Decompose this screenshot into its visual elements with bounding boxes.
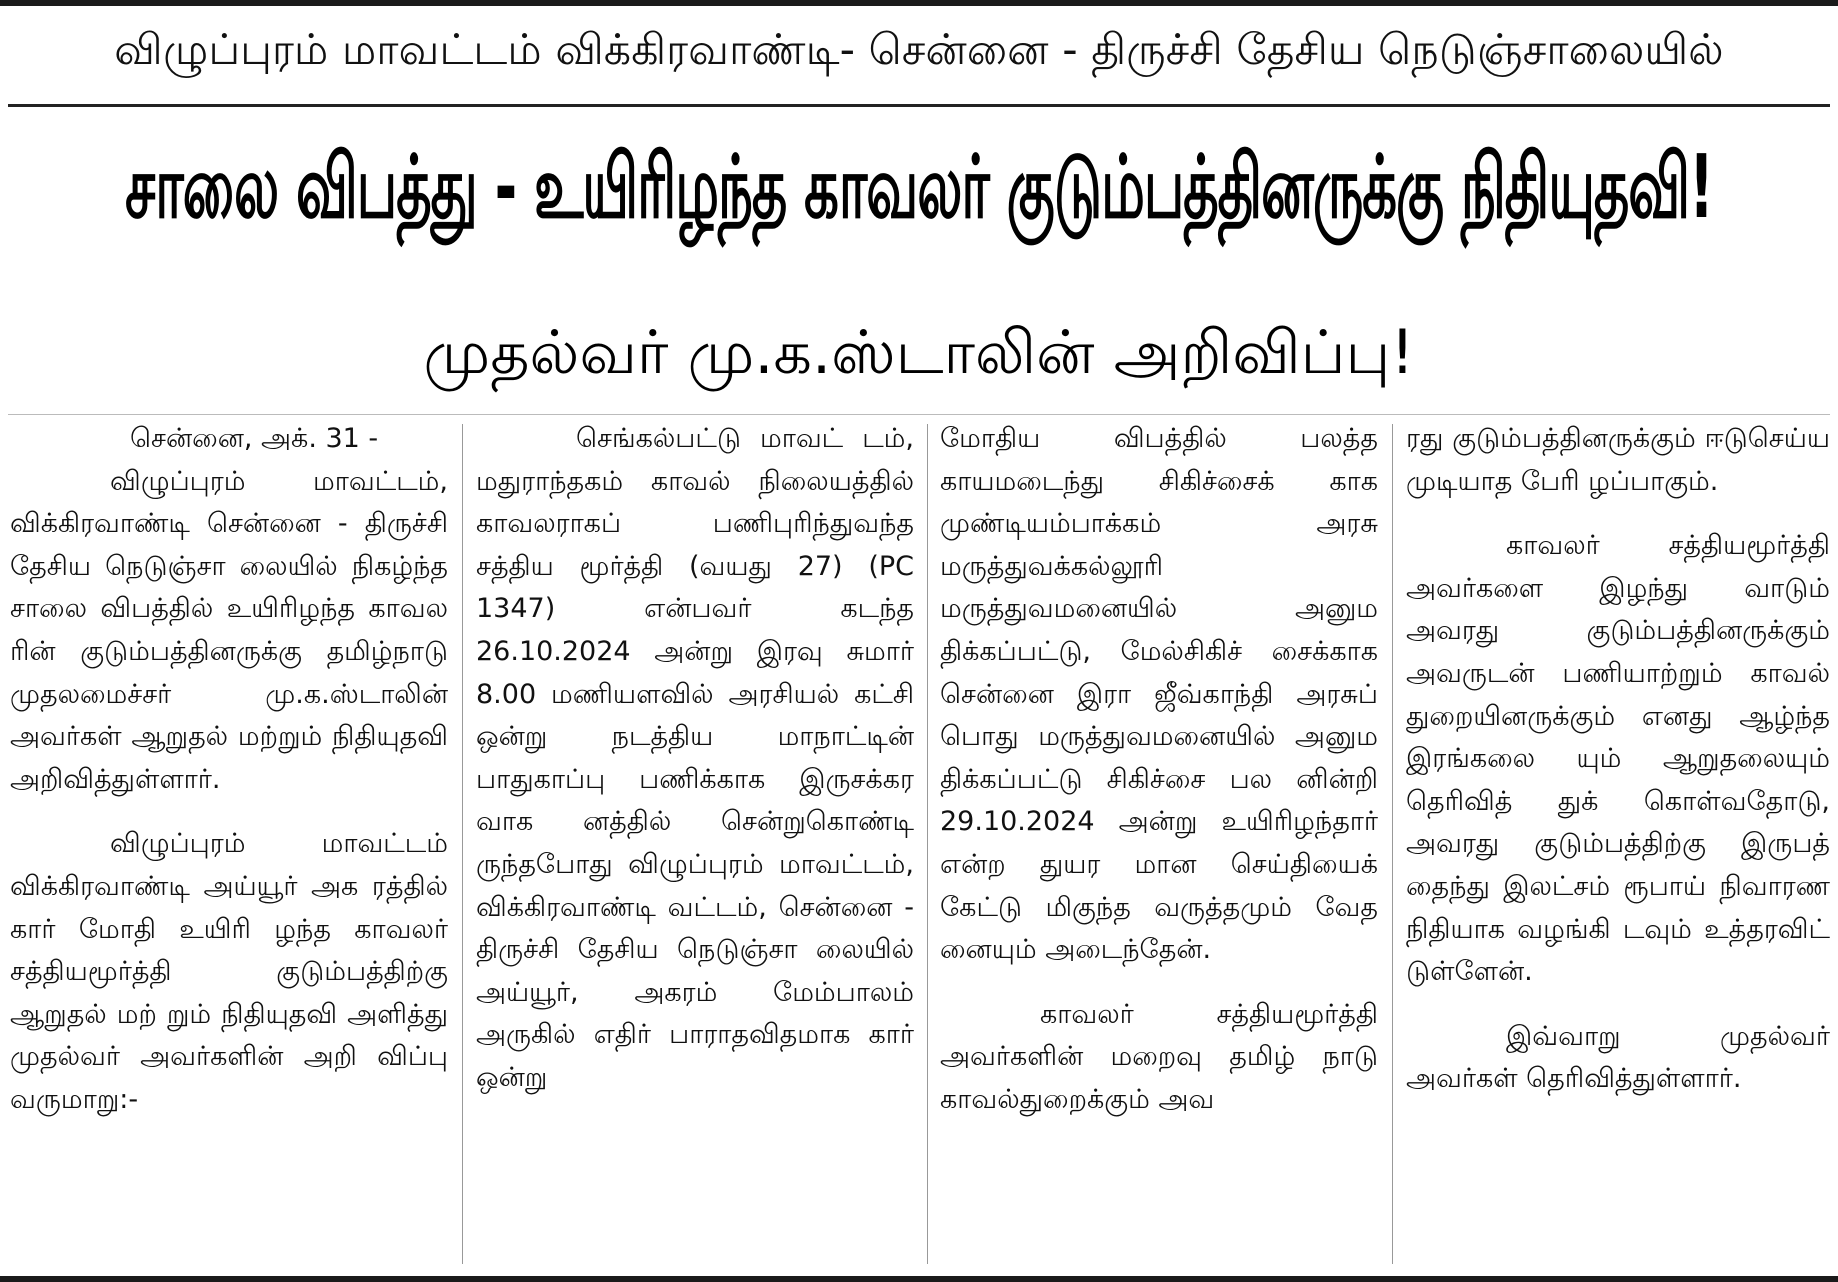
column-divider [927,424,928,1264]
article-paragraph: காவலர் சத்தியமூர்த்தி அவர்களின் மறைவு தமிழ் நாடு காவல்துறைக்கும் அவ [940,998,1378,1115]
article-body [6,418,1832,1270]
body-divider [8,414,1830,415]
bottom-border-rule [0,1276,1838,1282]
article-paragraph: செங்கல்பட்டு மாவட் டம், மதுராந்தகம் காவல் நிலையத்தில் காவலராகப் பணிபுரிந்துவந்த சத்திய மூர்த்தி (வயது 27) (PC 1347) என்பவர் கடந்த 26.10.2024 அன்று இரவு சுமார் 8.00 மணியளவில் அரசியல் கட்சி ஒன்று நடத்திய மாநாட்டின் பாதுகாப்பு பணிக்காக இருசக்கர வாக னத்தில் சென்றுகொண்டி ருந்தபோது விழுப்புரம் மாவட்டம், விக்கிரவாண்டி வட்டம், சென்னை - திருச்சி தேசிய நெடுஞ்சா லையில் அய்யூர், அகரம் மேம்பாலம் அருகில் எதிர் பாராதவிதமாக கார் ஒன்று [476,423,914,1093]
article-paragraph: விழுப்புரம் மாவட்டம், விக்கிரவாண்டி சென்னை - திருச்சி தேசிய நெடுஞ்சா லையில் நிகழ்ந்த சாலை விபத்தில் உயிரிழந்த காவல ரின் குடும்பத்தினருக்கு தமிழ்நாடு முதலமைச்சர் மு.க.ஸ்டாலின் அவர்கள் ஆறுதல் மற்றும் நிதியுதவி அறிவித்துள்ளார். [10,465,448,795]
kicker-line: விழுப்புரம் மாவட்டம் விக்கிரவாண்டி- சென்னை - திருச்சி தேசிய நெடுஞ்சாலையில் [114,25,1724,75]
article-column-3 [940,418,1378,1270]
article-paragraph: காவலர் சத்தியமூர்த்தி அவர்களை இழந்து வாடும் அவரது குடும்பத்தினருக்கும் அவருடன் பணியாற்றும் காவல் துறையினருக்கும் எனது ஆழ்ந்த இரங்கலை யும் ஆறுதலையும் தெரிவித் துக் கொள்வதோடு, அவரது குடும்பத்திற்கு இருபத் தைந்து இலட்சம் ரூபாய் நிவாரண நிதியாக வழங்கி டவும் உத்தரவிட் டுள்ளேன். [1406,530,1830,988]
main-headline: சாலை விபத்து - உயிரிழந்த காவலர் குடும்பத்தினருக்கு நிதியுதவி! [125,137,1713,238]
article-paragraph: இவ்வாறு முதல்வர் அவர்கள் தெரிவித்துள்ளார். [1406,1020,1830,1095]
dateline: சென்னை, அக். 31 - [130,423,379,454]
column-divider [462,424,463,1264]
top-border-rule [0,0,1838,6]
column-divider [1392,424,1393,1264]
article-column-2 [476,418,914,1270]
article-paragraph: ரது குடும்பத்தினருக்கும் ஈடுசெய்ய முடியாத பேரி ழப்பாகும். [1406,423,1830,497]
article-paragraph: மோதிய விபத்தில் பலத்த காயமடைந்து சிகிச்சைக் காக முண்டியம்பாக்கம் அரசு மருத்துவக்கல்லூரி மருத்துவமனையில் அனும திக்கப்பட்டு, மேல்சிகிச் சைக்காக சென்னை இரா ஜீவ்காந்தி அரசுப் பொது மருத்துவமனையில் அனும திக்கப்பட்டு சிகிச்சை பல னின்றி 29.10.2024 அன்று உயிரிழந்தார் என்ற துயர மான செய்தியைக் கேட்டு மிகுந்த வருத்தமும் வேத னையும் அடைந்தேன். [940,423,1378,966]
article-column-4 [1406,418,1830,1270]
article-paragraph: விழுப்புரம் மாவட்டம் விக்கிரவாண்டி அய்யூர் அக ரத்தில் கார் மோதி உயிரி ழந்த காவலர் சத்தியமூர்த்தி குடும்பத்திற்கு ஆறுதல் மற் றும் நிதியுதவி அளித்து முதல்வர் அவர்களின் அறி விப்பு வருமாறு:- [10,828,448,1115]
article-column-1 [10,418,448,1270]
sub-headline: முதல்வர் மு.க.ஸ்டாலின் அறிவிப்பு! [423,318,1415,388]
